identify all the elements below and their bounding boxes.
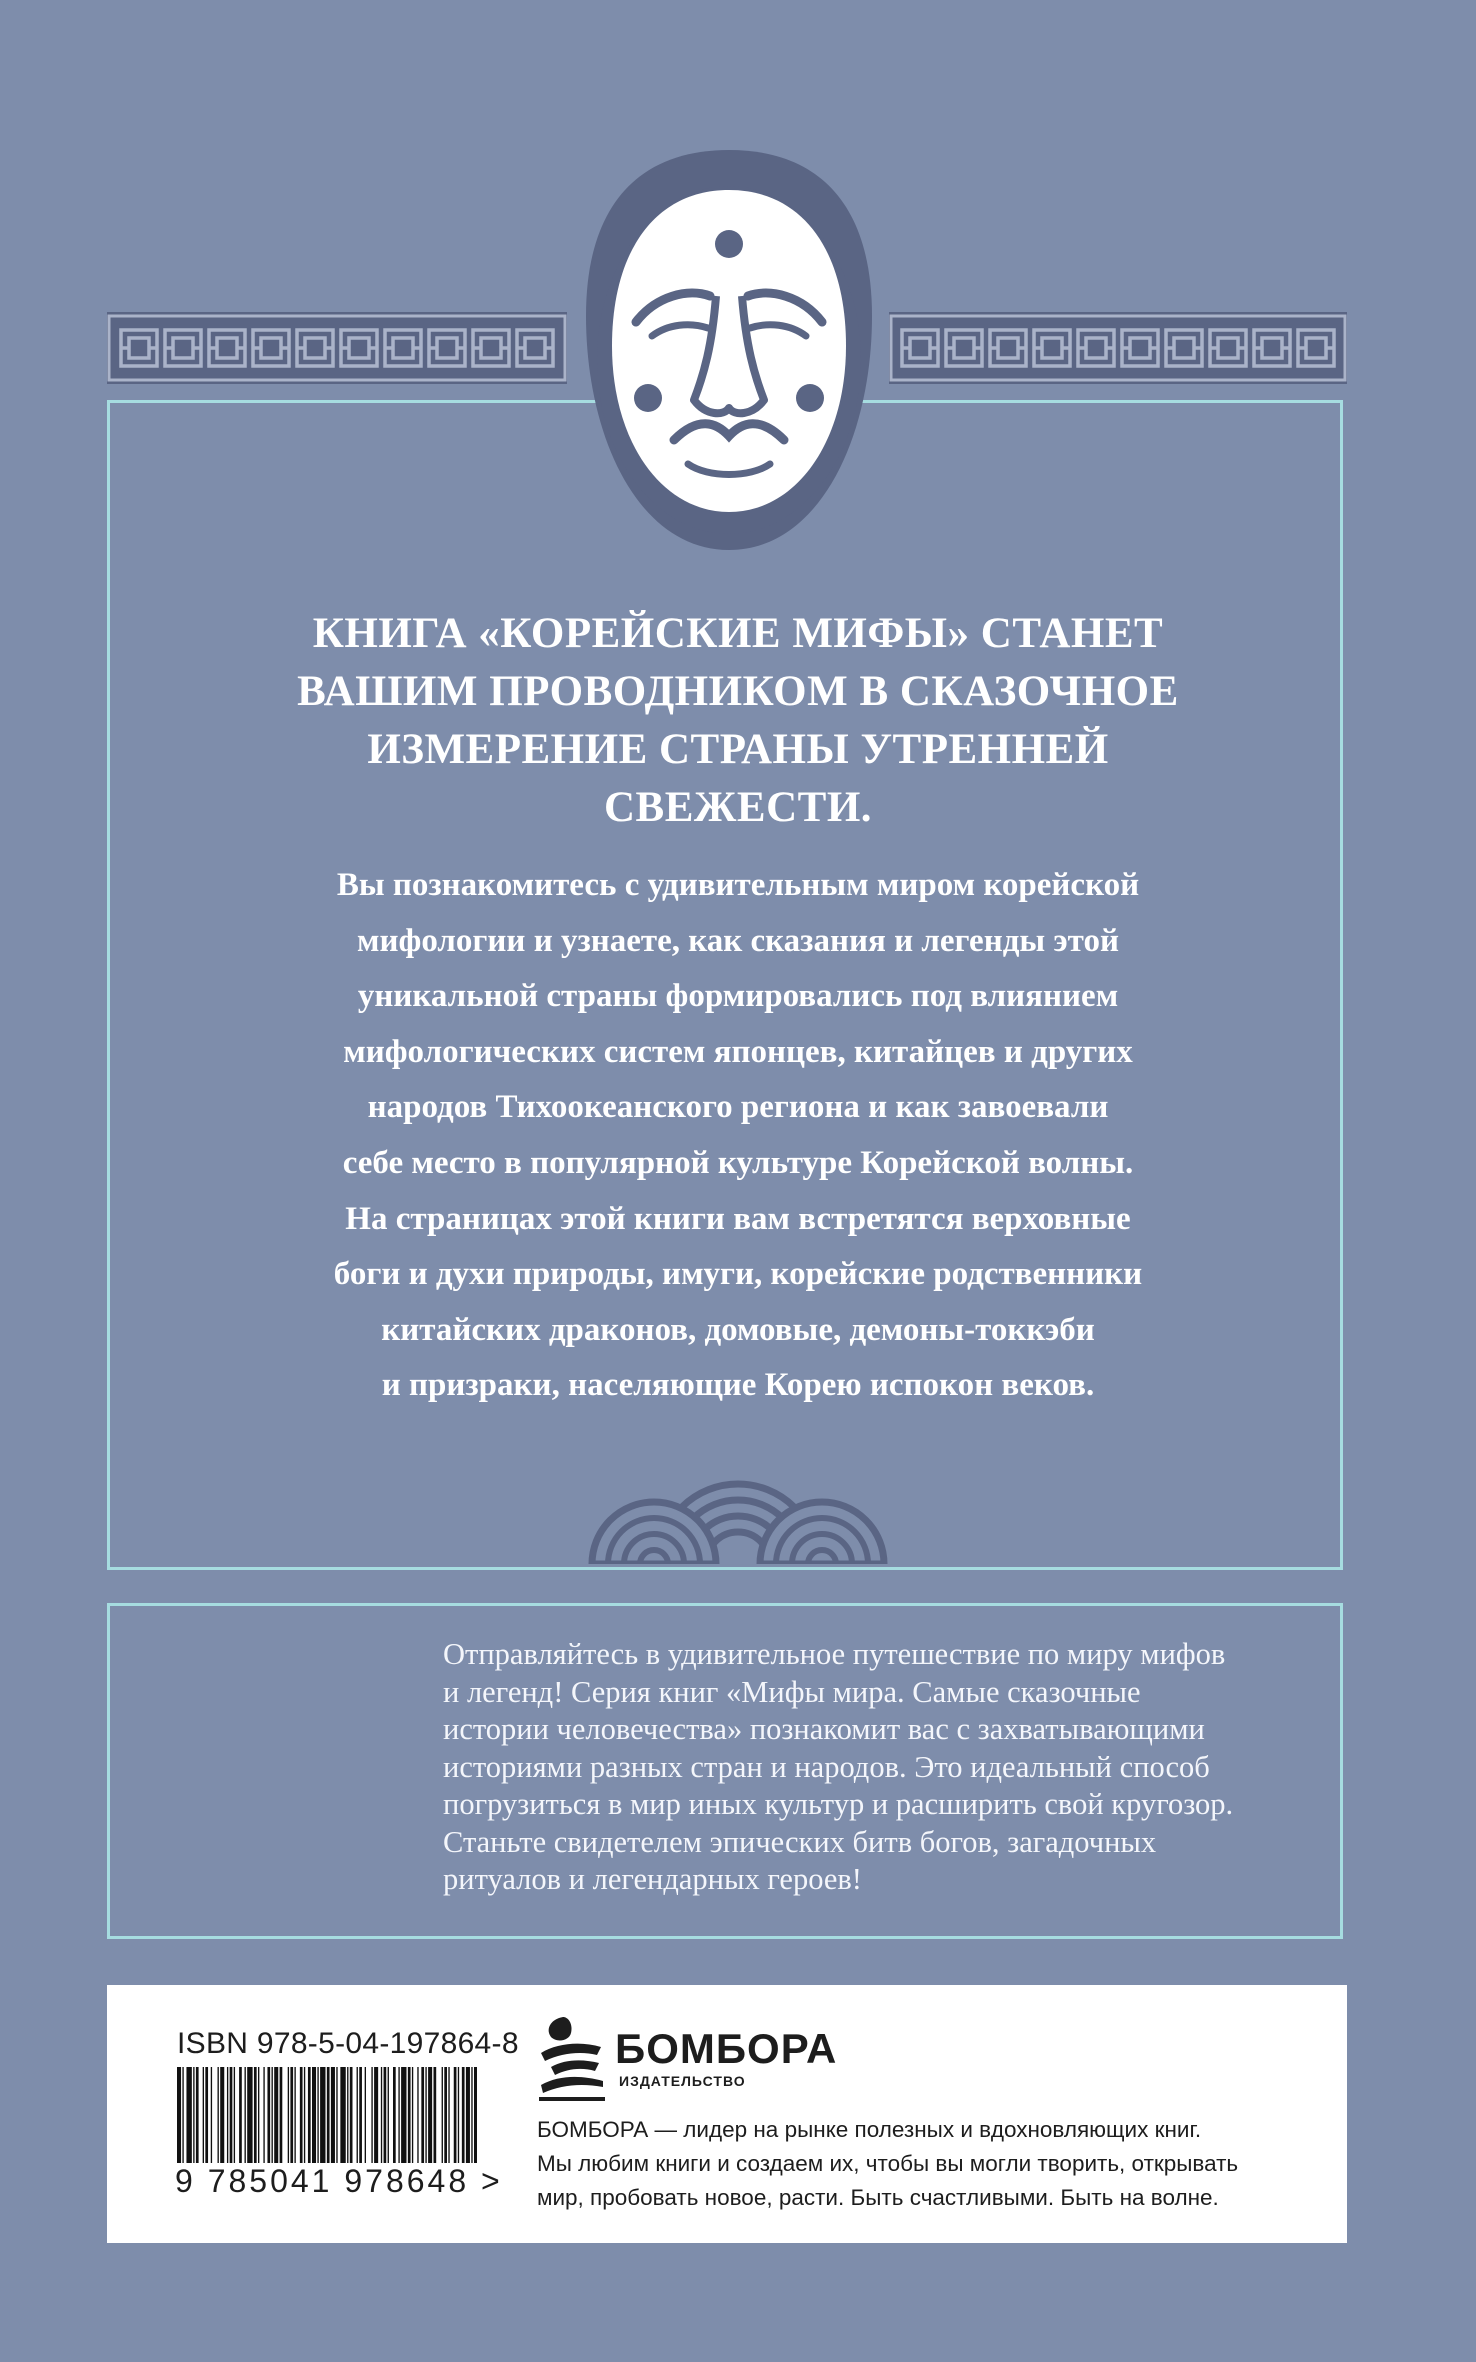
isbn-label: ISBN 978-5-04-197864-8 [177, 2027, 519, 2060]
key-pattern-band-left [107, 312, 567, 384]
description-line: мифологических систем японцев, китайцев и других [343, 1033, 1133, 1070]
series-line: и легенд! Серия книг «Мифы мира. Самые сказочные [443, 1674, 1141, 1709]
series-line: истории человечества» познакомит вас с захватывающими [443, 1712, 1205, 1746]
book-description [200, 858, 1276, 1414]
publisher-description [537, 2113, 1327, 2215]
headline-line: ИЗМЕРЕНИЕ СТРАНЫ УТРЕННЕЙ [367, 726, 1109, 773]
description-line: уникальной страны формировались под влиянием [357, 978, 1119, 1015]
headline-line: СВЕЖЕСТИ. [603, 784, 873, 831]
description-line: боги и духи природы, имуги, корейские родственники [333, 1256, 1143, 1293]
series-description [443, 1636, 1295, 1899]
description-line: китайских драконов, домовые, демоны-токкэби [381, 1311, 1095, 1348]
description-line: народов Тихоокеанского региона и как завоевали [367, 1089, 1109, 1126]
series-line: ритуалов и легендарных героев! [443, 1862, 862, 1896]
description-line: и призраки, населяющие Корею испокон веков. [381, 1367, 1095, 1404]
publisher-description-line: мир, пробовать новое, расти. Быть счастливыми. Быть на волне. [537, 2185, 1219, 2210]
headline [200, 605, 1276, 837]
wave-clouds-icon [588, 1464, 888, 1564]
key-pattern-band-right [889, 312, 1347, 384]
series-line: историями разных стран и народов. Это идеальный способ [443, 1749, 1210, 1784]
headline-line: КНИГА «КОРЕЙСКИЕ МИФЫ» СТАНЕТ [312, 610, 1164, 657]
series-line: Отправляйтесь в удивительное путешествие по миру мифов [443, 1637, 1226, 1671]
publisher-description-line: БОМБОРА — лидер на рынке полезных и вдохновляющих книг. [537, 2117, 1202, 2142]
headline-line: ВАШИМ ПРОВОДНИКОМ В СКАЗОЧНОЕ [297, 668, 1179, 715]
series-line: Станьте свидетелем эпических битв богов, загадочных [443, 1824, 1157, 1859]
description-line: себе место в популярной культуре Корейской волны. [342, 1144, 1134, 1181]
description-line: мифологии и узнаете, как сказания и легенды этой [357, 922, 1119, 959]
publisher-name: БОМБОРА [615, 2025, 838, 2072]
korean-mask-icon [578, 146, 880, 558]
publisher-subtitle: ИЗДАТЕЛЬСТВО [619, 2073, 746, 2089]
description-line: Вы познакомитесь с удивительным миром корейской [336, 867, 1140, 903]
publisher-box [107, 1985, 1347, 2243]
description-line: На страницах этой книги вам встретятся верховные [345, 1200, 1131, 1237]
series-line: погрузиться в мир иных культур и расширить свой кругозор. [443, 1787, 1234, 1821]
barcode-digits: 9 785041 978648 > [175, 2163, 503, 2199]
publisher-description-line: Мы любим книги и создаем их, чтобы вы могли творить, открывать [537, 2151, 1239, 2176]
bombora-logo-icon [537, 2013, 607, 2103]
